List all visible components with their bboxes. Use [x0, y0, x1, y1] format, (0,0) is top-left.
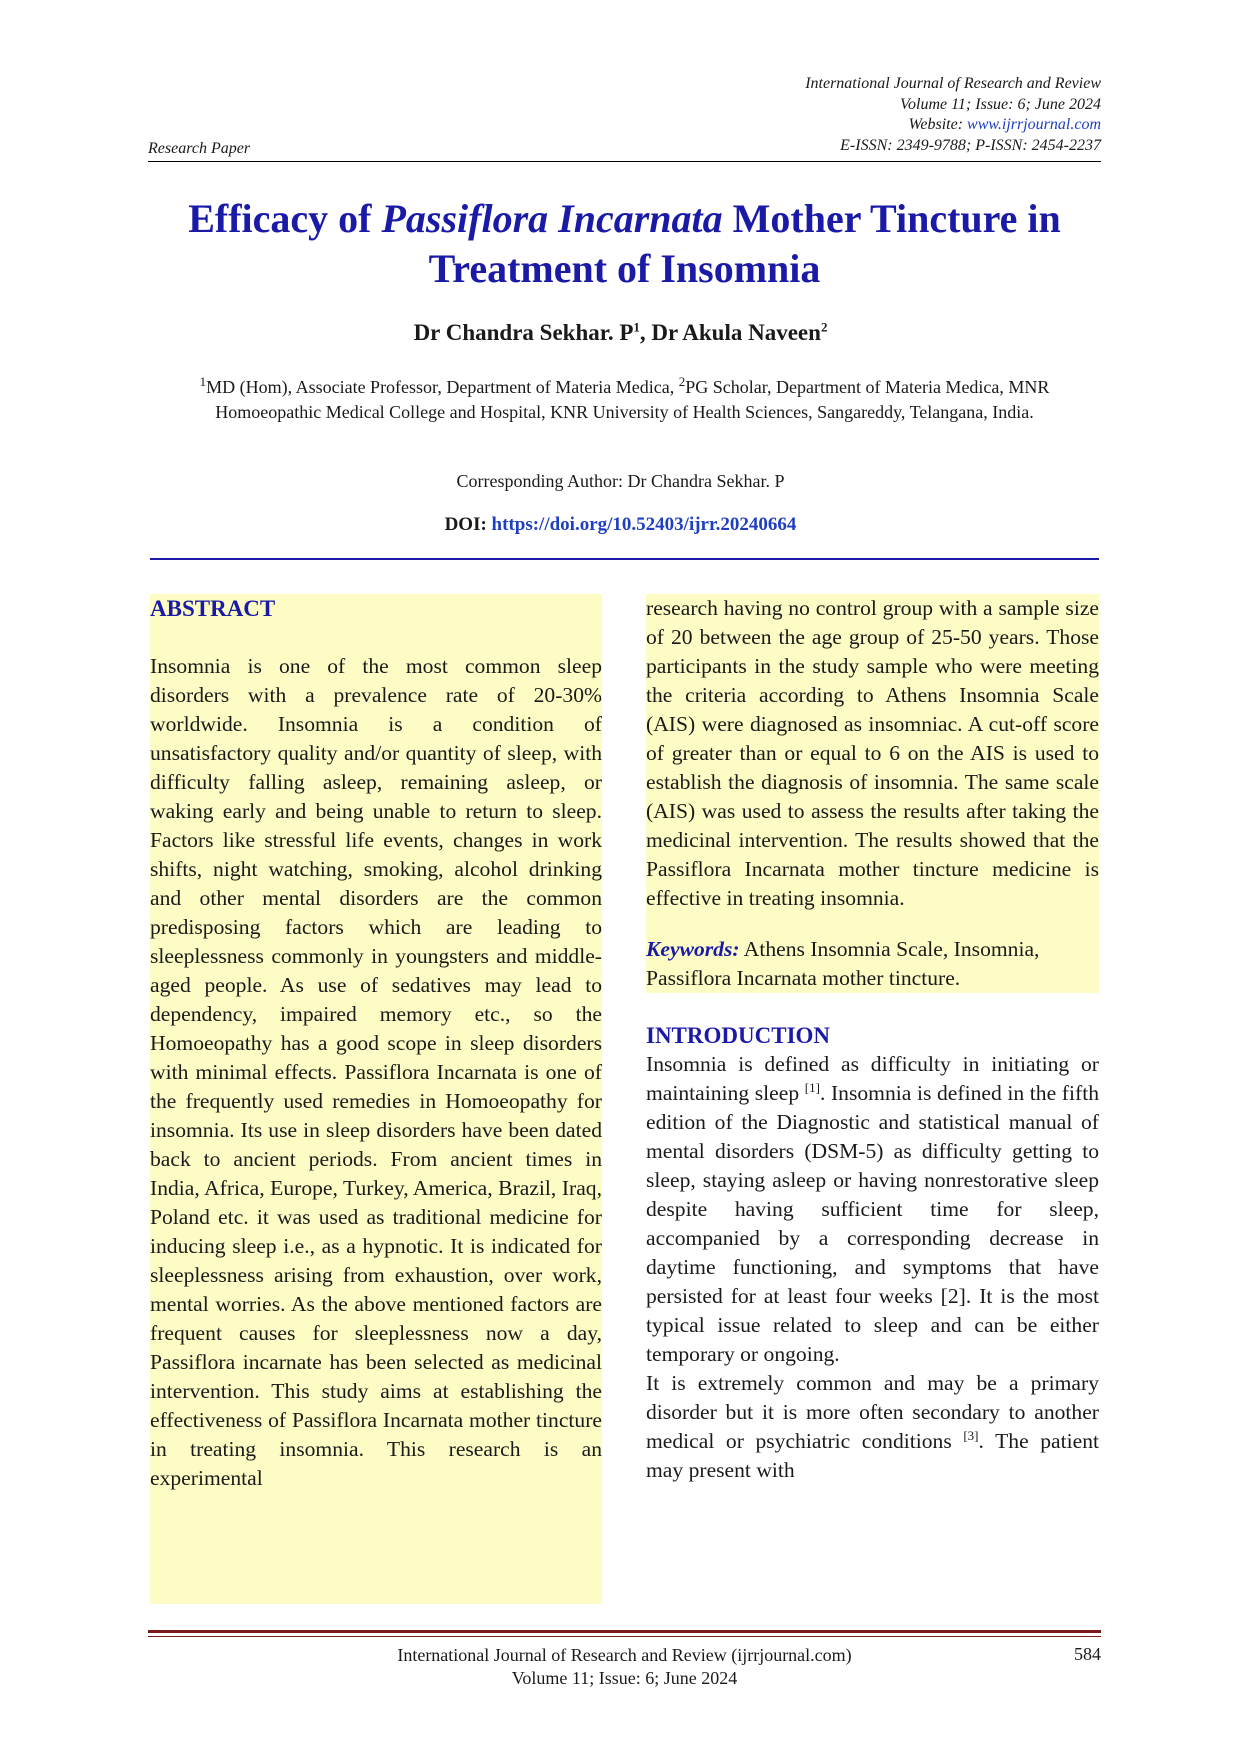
abstract-text-left: Insomnia is one of the most common sleep disorders with a prevalence rate of 20-30% worldwide. Insomnia is a condition of unsatisfactory quality and/or quantity of sleep, with difficulty falling asleep, remaining asleep, or waking early and being unable to return to sleep. Factors like stressful life events, changes in work shifts, night watching, smoking, alcohol drinking and other mental disorders are the common predisposing factors which are leading to sleeplessness commonly in youngsters and middle-aged people. As use of sedatives may lead to dependency, impaired memory etc., so the Homoeopathy has a good scope in sleep disorders with minimal effects. Passiflora Incarnata is one of the frequently used remedies in Homoeopathy for insomnia. Its use in sleep disorders have been dated back to ancient periods. From ancient times in India, Africa, Europe, Turkey, America, Brazil, Iraq, Poland etc. it was used as traditional medicine for inducing sleep i.e., as a hypnotic. It is indicated for sleeplessness arising from exhaustion, over work, mental worries. As the above mentioned factors are frequent causes for sleeplessness now a day, Passiflora incarnate has been selected as medicinal intervention. This study aims at establishing the effectiveness of Passiflora Incarnata mother tincture in treating insomnia. This research is an experimental	[150, 654, 602, 1490]
keywords-label: Keywords:	[646, 937, 740, 961]
footer-volume: Volume 11; Issue: 6; June 2024	[511, 1668, 738, 1688]
journal-issn: E-ISSN: 2349-9788; P-ISSN: 2454-2237	[840, 136, 1101, 154]
doi: DOI: https://doi.org/10.52403/ijrr.20240664	[444, 514, 797, 535]
abstract-right-box	[646, 594, 1099, 993]
doi-divider	[150, 558, 1099, 560]
footer-divider-thin	[148, 1636, 1101, 1637]
journal-header	[805, 74, 1101, 156]
right-column	[646, 594, 1099, 1485]
header-divider	[148, 161, 1101, 162]
corresponding-author: Corresponding Author: Dr Chandra Sekhar. P	[456, 471, 785, 491]
paper-type: Research Paper	[148, 140, 251, 157]
introduction-p1: Insomnia is defined as difficulty in initiating or maintaining sleep [1]. Insomnia is defined in the fifth edition of the Diagnostic and statistical manual of mental disorders (DSM-5) as difficulty getting to sleep, staying asleep or having nonrestorative sleep despite having sufficient time for sleep, accompanied by a corresponding decrease in daytime functioning, and symptoms that have persisted for at least four weeks [2]. It is the most typical issue related to sleep and can be either temporary or ongoing.	[646, 1052, 1099, 1366]
footer-divider-thick	[148, 1630, 1101, 1633]
abstract-text-right: research having no control group with a sample size of 20 between the age group of 25-50 years. Those participants in the study sample who were meeting the criteria according to Athens Insomnia Scale (AIS) were diagnosed as insomniac. A cut-off score of greater than or equal to 6 on the AIS is used to establish the diagnosis of insomnia. The same scale (AIS) was used to assess the results after taking the medicinal intervention. The results showed that the Passiflora Incarnata mother tincture medicine is effective in treating insomnia.	[646, 596, 1099, 910]
website-link[interactable]: www.ijrrjournal.com	[967, 116, 1101, 133]
page-number: 584	[1074, 1644, 1101, 1664]
affiliation: $^1$MD (Hom), Associate Professor, Department of Materia Medica, $^2$PG Scholar, Department of Materia Medica, MNR Homoeopathic Medical College and Hospital, KNR University of Health Sciences, Sangareddy, Telangana, India.	[199, 374, 1050, 422]
introduction-p2: It is extremely common and may be a primary disorder but it is more often secondary to another medical or psychiatric conditions [3]. The patient may present with	[646, 1371, 1100, 1482]
abstract-left-column	[150, 594, 602, 1604]
journal-website: Website: www.ijrrjournal.com	[908, 116, 1101, 133]
authors: Dr Chandra Sekhar. $P^1$, Dr Akula Naveen$^2$	[413, 319, 828, 345]
journal-volume: Volume 11; Issue: 6; June 2024	[900, 95, 1101, 113]
footer-journal: International Journal of Research and Review (ijrrjournal.com)	[397, 1645, 852, 1665]
doi-link[interactable]: https://doi.org/10.52403/ijrr.20240664	[491, 514, 797, 535]
keywords: Keywords: Athens Insomnia Scale, Insomnia, Passiflora Incarnata mother tincture.	[646, 937, 1040, 990]
paper-title: Efficacy of Passiflora Incarnata Mother Tincture in Treatment of Insomnia	[188, 196, 1061, 291]
journal-name: International Journal of Research and Review	[805, 75, 1101, 92]
footer	[148, 1644, 1101, 1690]
abstract-heading: ABSTRACT	[150, 596, 276, 621]
introduction-heading: INTRODUCTION	[646, 1023, 831, 1048]
